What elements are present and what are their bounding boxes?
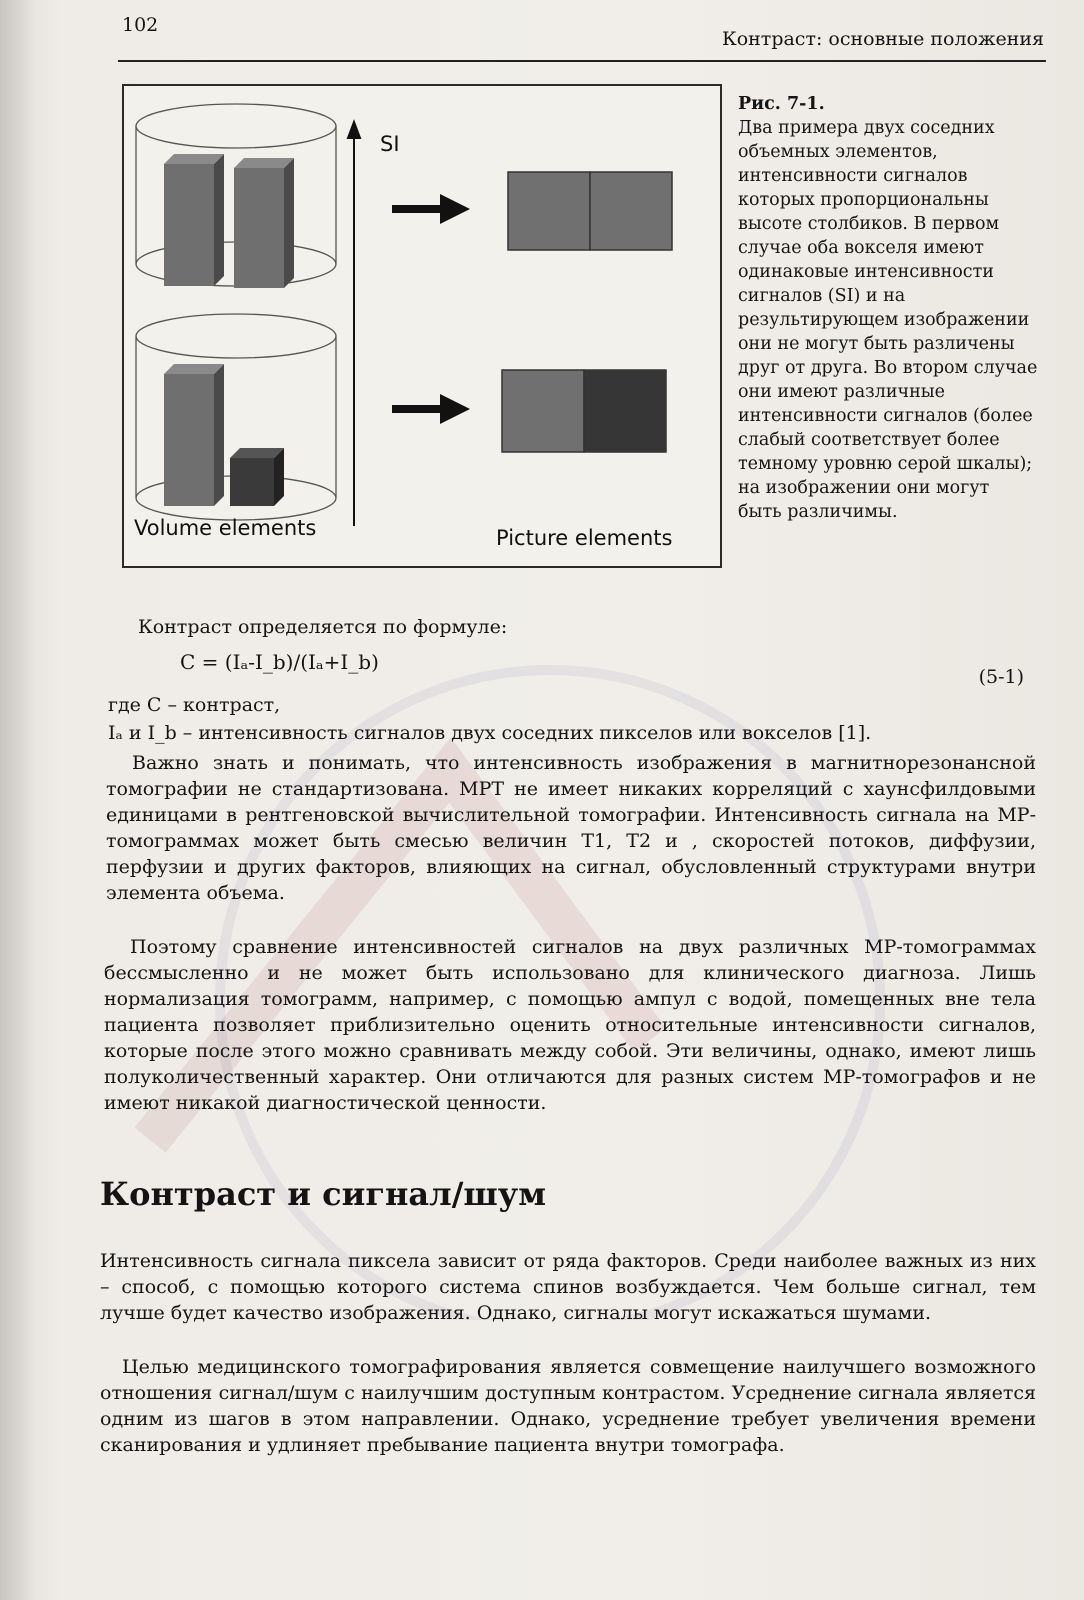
paragraph-4: Целью медицинского томографирования является совмещение наилучшего возможного отношения сигнал/шум с наилучшим доступным контрастом. Усреднение сигнала является одним из шагов в этом направлении. Однако, усреднение требует увеличения времени сканирования и удлиняет пребывание пациента внутри томографа. bbox=[100, 1356, 1036, 1456]
pixels-different bbox=[502, 370, 666, 452]
where-c: где C – контраст, bbox=[108, 694, 281, 716]
arrow-bottom bbox=[392, 394, 470, 424]
bottom-voxel-right bbox=[230, 448, 284, 506]
paragraph-1: Важно знать и понимать, что интенсивность изображения в магнитнорезонансной томографии не стандартизована. МРТ не имеет никаких корреляций с хаунсфилдовыми единицами в рентгеновской вычислительной томографии. Интенсивность сигнала на МР-томограммах может быть смесью величин T1, T2 и , скоростей потоков, диффузии, перфузии и других факторов, влияющих на сигнал, обусловленный структурами внутри элемента объема. bbox=[106, 752, 1036, 904]
section-heading: Контраст и сигнал/шум bbox=[100, 1175, 547, 1213]
figure-caption bbox=[738, 92, 1038, 524]
figure-7-1 bbox=[122, 84, 722, 568]
bottom-voxel-left bbox=[164, 364, 224, 506]
page-number: 102 bbox=[122, 14, 159, 36]
where-i: Iₐ и I_b – интенсивность сигналов двух соседних пикселов или вокселов [1]. bbox=[108, 722, 872, 744]
si-axis bbox=[348, 122, 360, 526]
caption-text: Два примера двух соседних объемных элементов, интенсивности сигналов которых пропорциональны высоте столбиков. В первом случае оба вокселя имеют одинаковые интенсивности сигналов (SI) и на результирующем изображении они не могут быть различены друг от друга. Во втором случае они имеют различные интенсивности сигналов (более слабый соответствует более темному уровню серой шкалы); на изображении они могут быть различимы. bbox=[738, 118, 1038, 522]
top-voxel-left bbox=[164, 154, 224, 286]
header-rule bbox=[118, 60, 1046, 62]
figure-illustration bbox=[124, 86, 720, 566]
arrow-top bbox=[392, 194, 470, 224]
top-voxel-right bbox=[234, 158, 294, 288]
picture-elements-label: Picture elements bbox=[496, 526, 673, 550]
formula-intro: Контраст определяется по формуле: bbox=[138, 616, 508, 638]
pixels-equal bbox=[508, 172, 672, 250]
running-title: Контраст: основные положения bbox=[722, 28, 1044, 50]
paragraph-2: Поэтому сравнение интенсивностей сигналов на двух различных МР-томограммах бессмысленно и не может быть использовано для клинического диагноза. Лишь нормализация томограмм, например, с помощью ампул с водой, помещенных вне тела пациента позволяет приблизительно оценить относительные интенсивности сигналов, которые после этого можно сравнивать между собой. Эти величины, однако, имеют лишь полуколичественный характер. Они отличаются для разных систем МР-томографов и не имеют никакой диагностической ценности. bbox=[104, 936, 1036, 1114]
si-label: SI bbox=[380, 132, 400, 156]
paragraph-3: Интенсивность сигнала пиксела зависит от ряда факторов. Среди наиболее важных из них – способ, с помощью которого система спинов возбуждается. Чем больше сигнал, тем лучше будет качество изображения. Однако, сигналы могут искажаться шумами. bbox=[100, 1250, 1036, 1324]
equation-number: (5-1) bbox=[978, 666, 1024, 688]
page-gutter-shadow bbox=[0, 0, 36, 1600]
caption-number: Рис. 7-1. bbox=[738, 94, 825, 114]
volume-elements-label: Volume elements bbox=[134, 516, 317, 540]
contrast-formula: C = (Iₐ-I_b)/(Iₐ+I_b) bbox=[180, 650, 379, 674]
